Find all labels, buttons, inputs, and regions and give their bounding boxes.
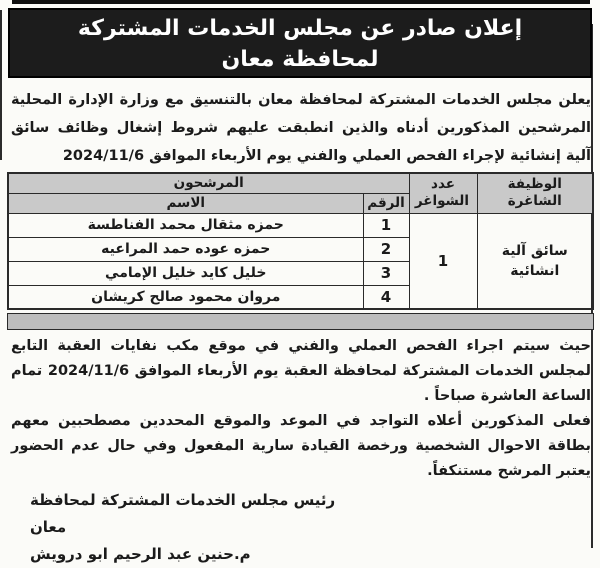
intro-paragraph: يعلن مجلس الخدمات المشتركة لمحافظة معان بالتنسيق مع وزارة الإدارة المحلية المرشحين المذكورين أدناه والذين انطبقت عليهم شروط إشغال وظائف سائق آلية إنشائية لإجراء الفحص العملي والفني يوم الأربعاء الموافق 2024/11/6	[11, 92, 591, 164]
title-banner	[8, 8, 592, 78]
cell-row-number: 1	[363, 213, 409, 237]
header-number: الرقم	[363, 193, 409, 213]
page-title: إعلان صادر عن مجلس الخدمات المشتركة لمحافظة معان	[77, 16, 523, 72]
cell-row-number: 3	[363, 261, 409, 285]
body-paragraphs	[11, 334, 591, 484]
exam-location-paragraph: حيث سيتم اجراء الفحص العملي والفني في موقع مكب نفايات العقبة التابع لمجلس الخدمات المشتركة لمحافظة العقبة يوم الأربعاء الموافق 2024/11/6 تمام الساعة العاشرة صباحاً .	[11, 338, 592, 404]
table-header-row-1	[8, 173, 593, 193]
header-vacancies-count: عدد الشواغر	[409, 173, 477, 213]
signature-name: م.حنين عبد الرحيم ابو درويش	[30, 545, 251, 563]
cell-candidate-name: مروان محمود صالح كريشان	[8, 285, 363, 309]
candidates-table-wrap	[7, 172, 594, 310]
cell-row-number: 2	[363, 237, 409, 261]
cell-candidate-name: حمزه عوده حمد المراعيه	[8, 237, 363, 261]
cell-row-number: 4	[363, 285, 409, 309]
page-top-rule	[12, 0, 590, 4]
cell-candidate-name: حمزه مثقال محمد الفناطسة	[8, 213, 363, 237]
header-candidates-group: المرشحون	[8, 173, 409, 193]
attendance-requirements-paragraph: فعلى المذكورين أعلاه التواجد في الموعد والموقع المحددين مصطحبين معهم بطاقة الاحوال الشخصية ورخصة القيادة سارية المفعول وفي حال عدم الحضور يعتبر المرشح مستنكفاً.	[11, 413, 591, 479]
page-left-border	[0, 10, 2, 160]
candidates-table	[7, 172, 594, 310]
header-vacant-position: الوظيفة الشاغرة	[477, 173, 593, 213]
gray-spacer-row	[7, 313, 594, 330]
cell-candidate-name: خليل كايد خليل الإمامي	[8, 261, 363, 285]
cell-position-value: سائق آلية انشائية	[477, 213, 593, 309]
header-name: الاسم	[8, 193, 363, 213]
signature-block	[30, 487, 366, 568]
table-row	[8, 213, 593, 237]
cell-vacancies-value: 1	[409, 213, 477, 309]
signature-role: رئيس مجلس الخدمات المشتركة لمحافظة معان	[30, 491, 336, 536]
